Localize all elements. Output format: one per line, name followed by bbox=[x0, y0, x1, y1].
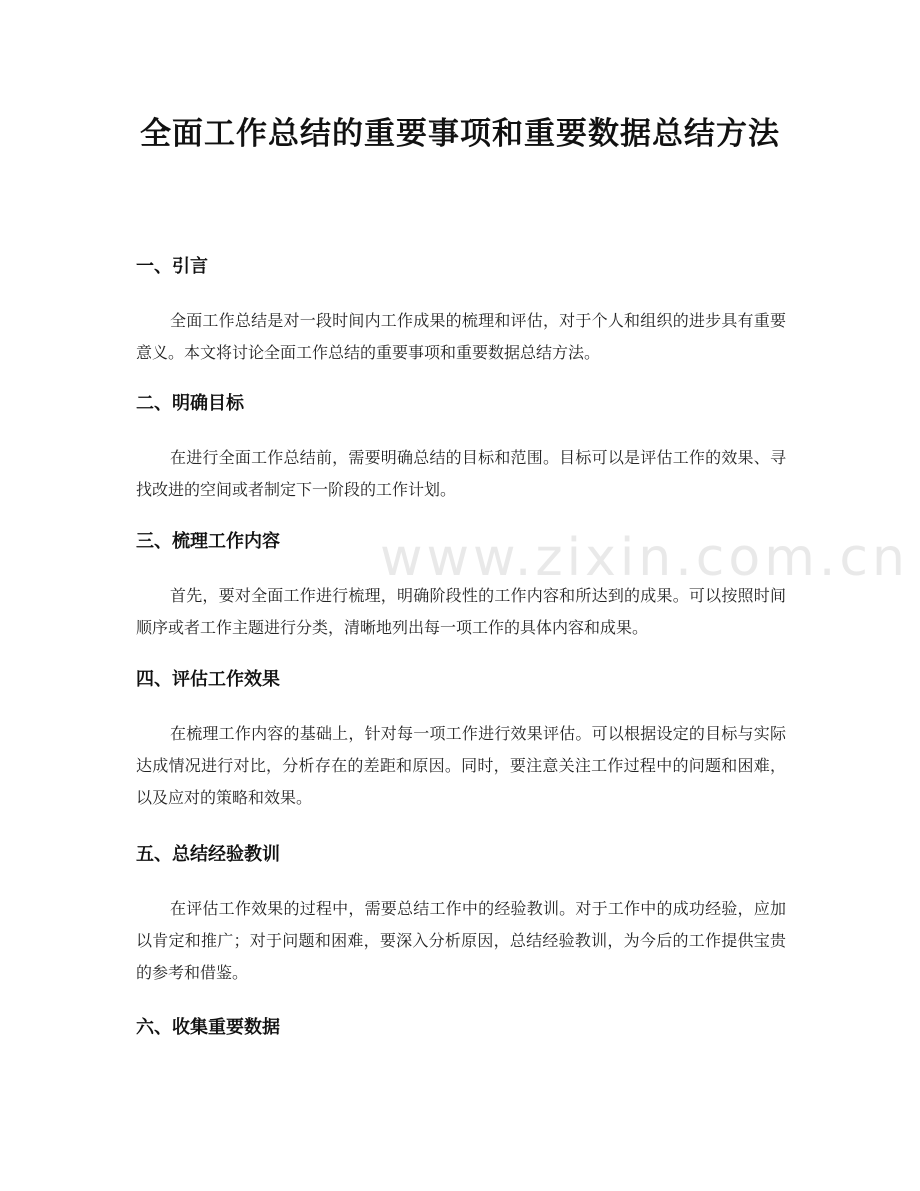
section-define-goals bbox=[136, 392, 786, 506]
section-heading: 五、总结经验教训 bbox=[136, 844, 280, 865]
page-title: 全面工作总结的重要事项和重要数据总结方法 bbox=[140, 116, 780, 152]
section-heading: 一、引言 bbox=[136, 256, 208, 277]
section-paragraph: 在进行全面工作总结前，需要明确总结的目标和范围。目标可以是评估工作的效果、寻找改进的空间或者制定下一阶段的工作计划。 bbox=[136, 448, 786, 499]
section-heading: 三、梳理工作内容 bbox=[136, 531, 280, 552]
section-heading: 六、收集重要数据 bbox=[136, 1017, 280, 1038]
section-summarize-lessons bbox=[136, 843, 786, 989]
section-heading: 四、评估工作效果 bbox=[136, 669, 280, 690]
section-paragraph: 在梳理工作内容的基础上，针对每一项工作进行效果评估。可以根据设定的目标与实际达成情况进行对比，分析存在的差距和原因。同时，要注意关注工作过程中的问题和困难，以及应对的策略和效果。 bbox=[136, 724, 786, 807]
section-paragraph: 全面工作总结是对一段时间内工作成果的梳理和评估，对于个人和组织的进步具有重要意义。本文将讨论全面工作总结的重要事项和重要数据总结方法。 bbox=[136, 311, 786, 362]
section-evaluate-work-effect bbox=[136, 668, 786, 814]
section-organize-work-content bbox=[136, 530, 786, 644]
section-introduction bbox=[136, 255, 786, 369]
section-paragraph: 首先，要对全面工作进行梳理，明确阶段性的工作内容和所达到的成果。可以按照时间顺序或者工作主题进行分类，清晰地列出每一项工作的具体内容和成果。 bbox=[136, 586, 786, 637]
section-paragraph: 在评估工作效果的过程中，需要总结工作中的经验教训。对于工作中的成功经验，应加以肯定和推广；对于问题和困难，要深入分析原因，总结经验教训，为今后的工作提供宝贵的参考和借鉴。 bbox=[136, 899, 786, 982]
section-collect-key-data bbox=[136, 1016, 786, 1040]
watermark: www.zixin.com.cn bbox=[380, 528, 909, 588]
section-heading: 二、明确目标 bbox=[136, 393, 244, 414]
